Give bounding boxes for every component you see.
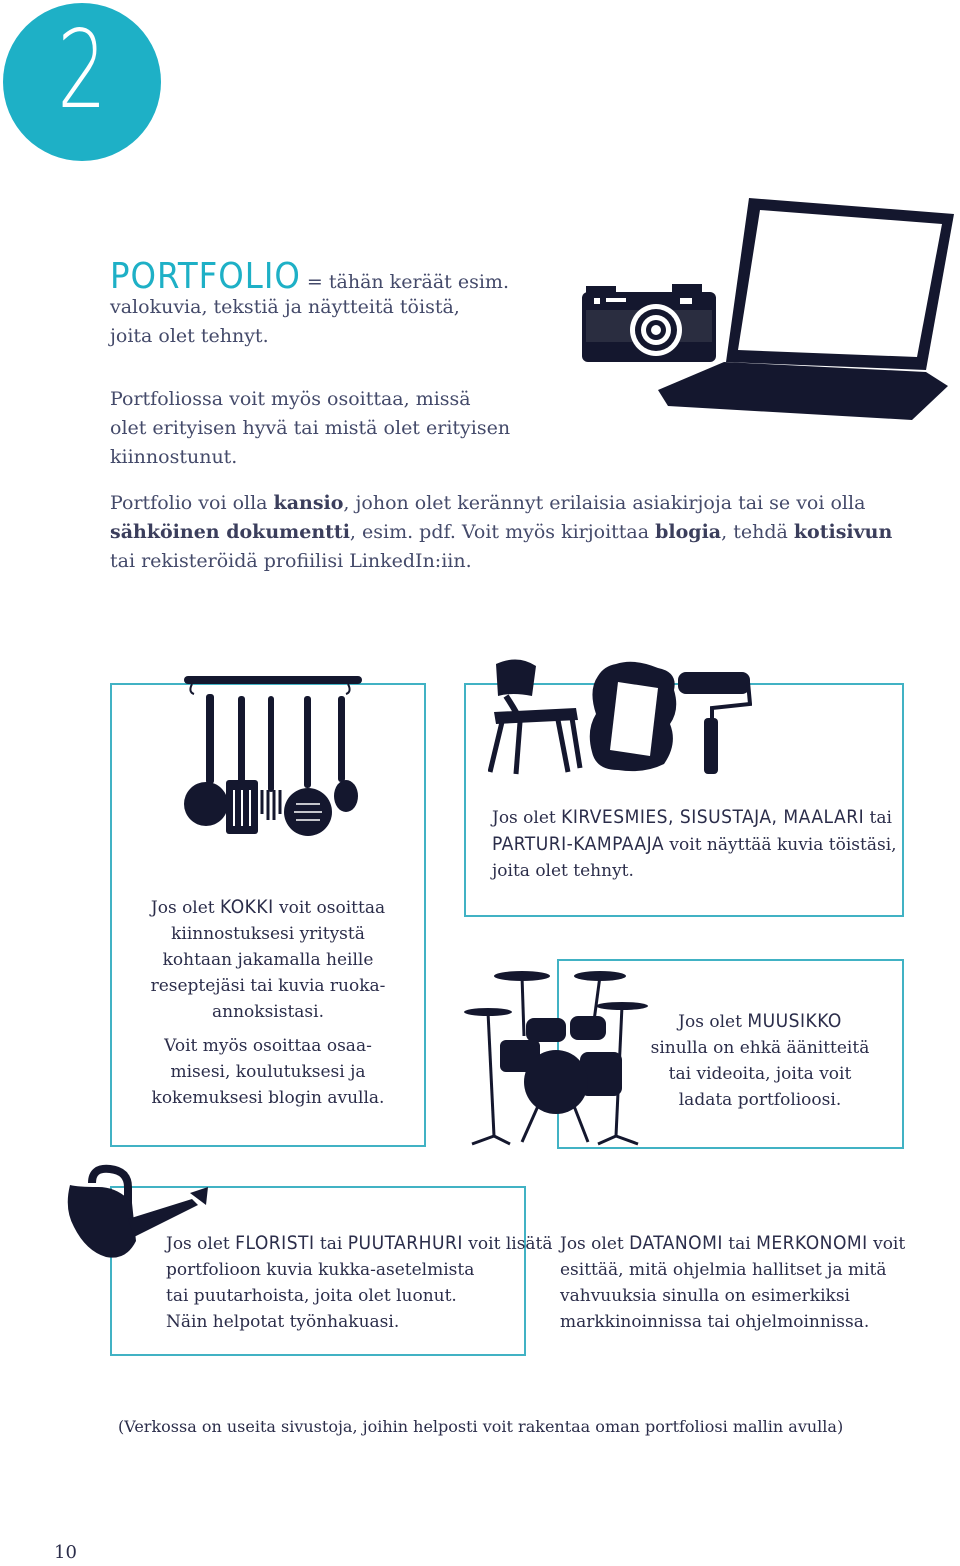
merkonomi-keyword: MERKONOMI — [756, 1232, 868, 1254]
drum-kit-icon — [458, 966, 654, 1146]
music-line-1: Jos olet MUUSIKKO — [678, 1010, 842, 1032]
it-line-2: esittää, mitä ohjelmia hallitset ja mitä — [560, 1260, 887, 1280]
craft-line-1: Jos olet KIRVESMIES, SISUSTAJA, MAALARI tai — [492, 806, 892, 828]
cook-line-8: kokemuksesi blogin avulla. — [151, 1088, 385, 1108]
intro-p2-line-1: Portfoliossa voit myös osoittaa, missä — [110, 388, 471, 410]
florist-line-2: portfolioon kuvia kukka-asetelmista — [166, 1260, 475, 1280]
intro-def-line-2: valokuvia, tekstiä ja näytteitä töistä, — [110, 296, 460, 318]
cook-line-3: kohtaan jakamalla heille — [162, 950, 374, 970]
it-line-4: markkinoinnissa tai ohjelmoinnissa. — [560, 1312, 870, 1332]
mirror-frame-icon — [588, 660, 680, 774]
intro-p3-line-3: tai rekisteröidä profiilisi LinkedIn:iin. — [110, 550, 472, 572]
florist-line-1: Jos olet FLORISTI tai PUUTARHURI voit lisätä — [166, 1232, 553, 1254]
portfolio-keyword: PORTFOLIO — [110, 256, 301, 297]
intro-def-line-1: = tähän keräät esim. — [306, 271, 509, 293]
music-line-4: ladata portfolioosi. — [678, 1090, 842, 1110]
intro-p3-line-1: Portfolio voi olla kansio, johon olet kerännyt erilaisia asiakirjoja tai se voi olla — [110, 492, 866, 514]
florist-line-4: Näin helpotat työnhakuasi. — [166, 1312, 400, 1332]
kotisivun-bold: kotisivun — [793, 521, 893, 543]
parturi-kampaaja-keyword: PARTURI-KAMPAAJA — [492, 833, 665, 855]
cook-line-7: misesi, koulutuksesi ja — [170, 1062, 366, 1082]
intro-def-line-3: joita olet tehnyt. — [110, 325, 269, 347]
puutarhuri-keyword: PUUTARHURI — [347, 1232, 463, 1254]
chapter-number: 2 — [57, 8, 107, 133]
cook-line-4: reseptejäsi tai kuvia ruoka- — [150, 976, 386, 996]
florist-line-3: tai puutarhoista, joita olet luonut. — [166, 1286, 457, 1306]
intro-p3-line-2: sähköinen dokumentti, esim. pdf. Voit myös kirjoittaa blogia, tehdä kotisivun — [110, 521, 893, 543]
footer-note: (Verkossa on useita sivustoja, joihin helposti voit rakentaa oman portfoliosi mallin avulla) — [118, 1417, 844, 1436]
cook-line-6: Voit myös osoittaa osaa- — [164, 1036, 372, 1056]
cook-line-1: Jos olet KOKKI voit osoittaa — [150, 896, 386, 918]
chair-icon — [488, 656, 584, 778]
cook-line-5: annoksistasi. — [212, 1002, 324, 1022]
laptop-icon — [654, 194, 960, 422]
it-line-3: vahvuuksia sinulla on esimerkiksi — [560, 1286, 850, 1306]
datanomi-keyword: DATANOMI — [629, 1232, 723, 1254]
intro-p2-line-2: olet erityisen hyvä tai mistä olet erityisen — [110, 417, 511, 439]
sahkoinen-dokumentti-bold: sähköinen dokumentti — [110, 521, 350, 543]
page-number: 10 — [54, 1542, 77, 1563]
floristi-keyword: FLORISTI — [235, 1232, 315, 1254]
intro-p2-line-3: kiinnostunut. — [110, 446, 238, 468]
muusikko-keyword: MUUSIKKO — [747, 1010, 842, 1032]
craft-line-3: joita olet tehnyt. — [492, 861, 634, 881]
chapter-badge — [3, 3, 161, 161]
it-line-1: Jos olet DATANOMI tai MERKONOMI voit — [560, 1232, 906, 1254]
kansio-bold: kansio — [273, 492, 344, 514]
kokki-keyword: KOKKI — [220, 896, 274, 918]
craft-keywords-1: KIRVESMIES, SISUSTAJA, MAALARI — [561, 806, 865, 828]
kitchen-utensils-icon — [178, 672, 366, 838]
cook-line-2: kiinnostuksesi yritystä — [171, 924, 365, 944]
music-line-3: tai videoita, joita voit — [668, 1064, 852, 1084]
craft-line-2: PARTURI-KAMPAAJA voit näyttää kuvia töistäsi, — [492, 833, 897, 855]
paint-roller-icon — [676, 670, 752, 778]
music-line-2: sinulla on ehkä äänitteitä — [650, 1038, 870, 1058]
blogia-bold: blogia — [655, 521, 722, 543]
